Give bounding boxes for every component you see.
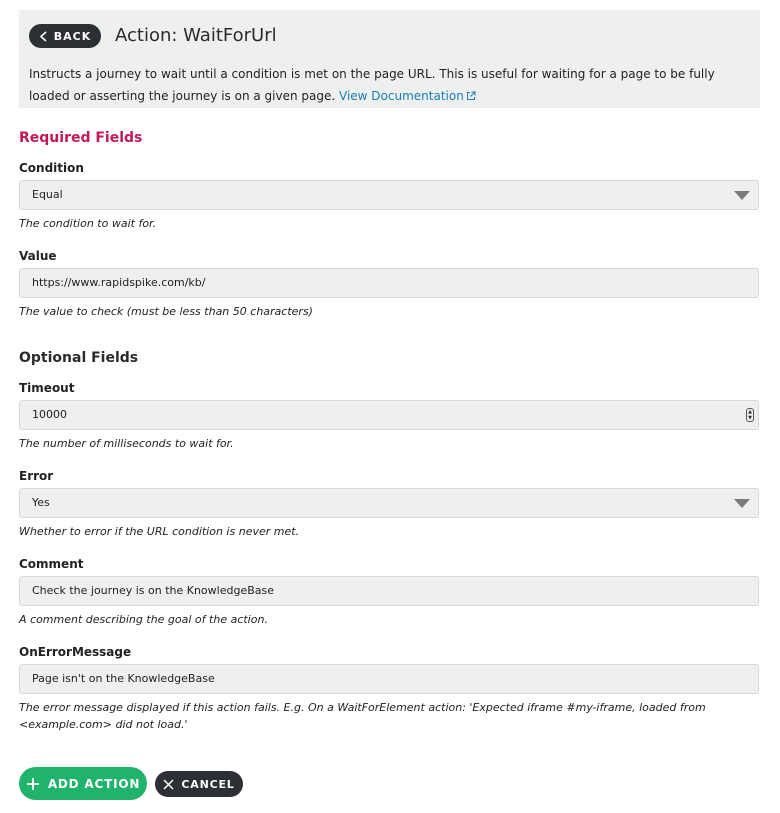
comment-help: A comment describing the goal of the action.: [19, 613, 268, 626]
cancel-button[interactable]: [155, 771, 243, 797]
condition-select[interactable]: [19, 180, 759, 210]
comment-input-text: Check the journey is on the KnowledgeBase: [32, 584, 274, 597]
timeout-label: Timeout: [19, 381, 75, 395]
view-documentation-link[interactable]: [339, 89, 476, 103]
on-error-message-label: OnErrorMessage: [19, 645, 132, 659]
comment-input[interactable]: [19, 576, 759, 606]
number-stepper-icon[interactable]: ▲ ▼: [746, 408, 754, 422]
error-select[interactable]: [19, 488, 759, 518]
on-error-message-input-text: Page isn't on the KnowledgeBase: [32, 672, 215, 685]
page-title: Action: WaitForUrl: [115, 25, 277, 46]
condition-label: Condition: [19, 161, 84, 175]
doc-link-label: View Documentation: [339, 89, 464, 103]
error-value: Yes: [32, 496, 50, 509]
back-button[interactable]: [29, 24, 101, 48]
value-input[interactable]: [19, 268, 759, 298]
value-help: The value to check (must be less than 50 characters): [19, 305, 313, 318]
cancel-label: CANCEL: [181, 777, 235, 791]
close-icon: [163, 779, 174, 790]
error-help: Whether to error if the URL condition is never met.: [19, 525, 300, 538]
action-header: [19, 10, 760, 108]
value-label: Value: [19, 249, 57, 263]
external-link-icon: [466, 91, 476, 101]
description-text: Instructs a journey to wait until a condition is met on the page URL. This is useful for waiting for a page to be fully loaded or asserting the journey is on a given page.: [29, 67, 715, 103]
action-description: [29, 63, 749, 107]
back-button-label: BACK: [53, 29, 92, 43]
on-error-message-help: The error message displayed if this action fails. E.g. On a WaitForElement action: 'Expected iframe #my-iframe, loaded from <example.com> did not load.': [19, 701, 706, 731]
plus-icon: [26, 777, 40, 791]
comment-label: Comment: [19, 557, 84, 571]
on-error-message-input[interactable]: [19, 664, 759, 694]
chevron-left-icon: [39, 31, 48, 42]
condition-value: Equal: [32, 188, 63, 201]
add-action-label: ADD ACTION: [47, 776, 141, 791]
required-fields-title: Required Fields: [19, 130, 143, 146]
value-input-text: https://www.rapidspike.com/kb/: [32, 276, 206, 289]
timeout-help: The number of milliseconds to wait for.: [19, 437, 234, 450]
error-label: Error: [19, 469, 54, 483]
dropdown-caret-icon: [734, 191, 750, 200]
condition-help: The condition to wait for.: [19, 217, 157, 230]
timeout-input[interactable]: [19, 400, 759, 430]
dropdown-caret-icon: [734, 499, 750, 508]
timeout-input-text: 10000: [32, 408, 67, 421]
add-action-button[interactable]: [19, 767, 147, 800]
optional-fields-title: Optional Fields: [19, 350, 139, 366]
